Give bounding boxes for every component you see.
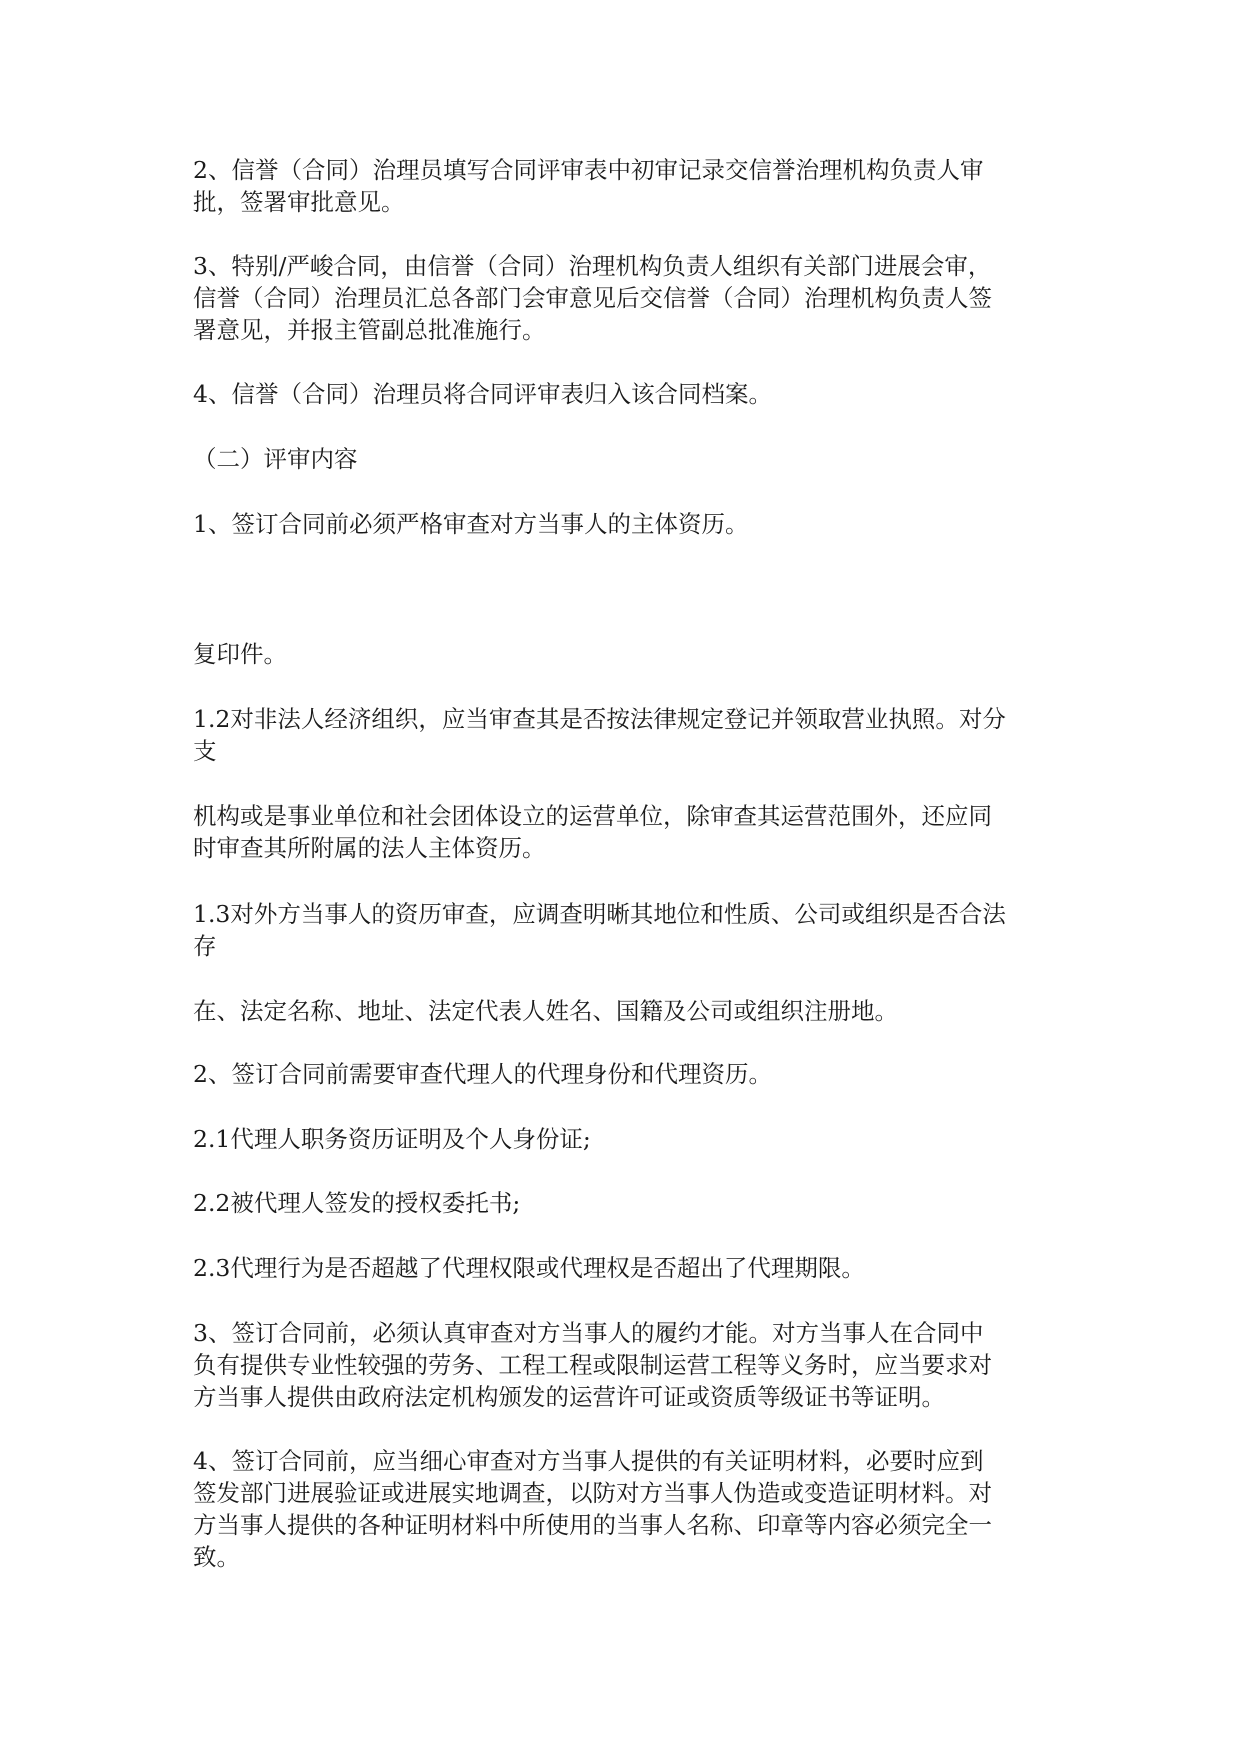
paragraph-1-2-continued: 机构或是事业单位和社会团体设立的运营单位，除审查其运营范围外，还应同 时审查其所附属的法人主体资历。: [193, 802, 992, 862]
paragraph-2-2: 2.2被代理人签发的授权委托书;: [193, 1189, 521, 1217]
paragraph-approval-record: 2、信誉（合同）治理员填写合同评审表中初审记录交信誉治理机构负责人审 批，签署审批意见。: [193, 156, 984, 216]
paragraph-subject-qualification: 1、签订合同前必须严格审查对方当事人的主体资历。: [193, 510, 749, 538]
paragraph-1-3-continued: 在、法定名称、地址、法定代表人姓名、国籍及公司或组织注册地。: [193, 997, 898, 1025]
paragraph-supporting-documents: 4、签订合同前，应当细心审查对方当事人提供的有关证明材料，必要时应到 签发部门进展验证或进展实地调查，以防对方当事人伪造或变造证明材料。对 方当事人提供的各种证明材料中所使用的当事人名称、印章等内容必须完全一 致。: [193, 1447, 992, 1571]
paragraph-1-3: 1.3对外方当事人的资历审查，应调查明晰其地位和性质、公司或组织是否合法 存: [193, 900, 1006, 960]
paragraph-2-3: 2.3代理行为是否超越了代理权限或代理权是否超出了代理期限。: [193, 1254, 865, 1282]
paragraph-copy: 复印件。: [193, 640, 287, 668]
paragraph-1-2: 1.2对非法人经济组织，应当审查其是否按法律规定登记并领取营业执照。对分 支: [193, 705, 1006, 765]
paragraph-special-contract-review: 3、特别/严峻合同，由信誉（合同）治理机构负责人组织有关部门进展会审， 信誉（合同）治理员汇总各部门会审意见后交信誉（合同）治理机构负责人签 署意见，并报主管副总批准施行。: [193, 252, 992, 344]
paragraph-archive: 4、信誉（合同）治理员将合同评审表归入该合同档案。: [193, 380, 772, 408]
paragraph-2-1: 2.1代理人职务资历证明及个人身份证;: [193, 1125, 591, 1153]
section-heading-review-content: （二）评审内容: [193, 445, 358, 473]
paragraph-agent-review: 2、签订合同前需要审查代理人的代理身份和代理资历。: [193, 1060, 772, 1088]
paragraph-performance-ability: 3、签订合同前，必须认真审查对方当事人的履约才能。对方当事人在合同中 负有提供专业性较强的劳务、工程工程或限制运营工程等义务时，应当要求对 方当事人提供由政府法定机构颁发的运营许可证或资质等级证书等证明。: [193, 1319, 992, 1411]
